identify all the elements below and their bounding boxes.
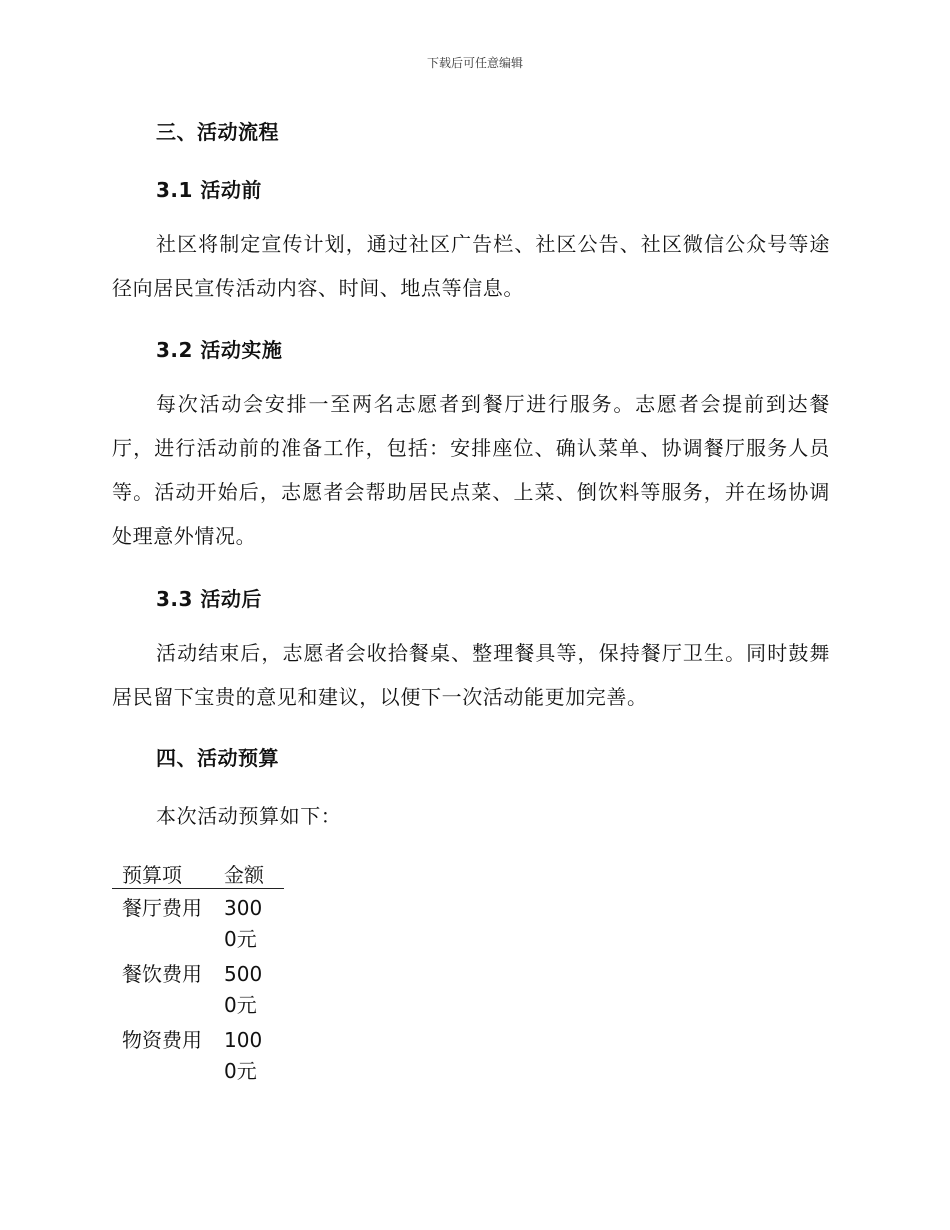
page-header: 下载后可任意编辑 — [426, 56, 523, 70]
budget-item-cell: 餐厅费用 — [122, 896, 202, 920]
paragraph-after: 活动结束后，志愿者会收拾餐桌、整理餐具等，保持餐厅卫生。同时鼓舞居民留下宝贵的意见和建议，以便下一次活动能更加完善。 — [112, 641, 830, 709]
subsection-title-implementation: 3.2 活动实施 — [156, 338, 283, 362]
budget-table — [112, 856, 284, 1087]
subsection-title-before: 3.1 活动前 — [156, 178, 262, 202]
budget-intro: 本次活动预算如下： — [156, 804, 342, 828]
section-title-process: 三、活动流程 — [156, 120, 279, 144]
budget-amount-cell: 1000元 — [224, 1028, 263, 1083]
budget-amount-cell: 5000元 — [224, 962, 263, 1017]
paragraph-implementation: 每次活动会安排一至两名志愿者到餐厅进行服务。志愿者会提前到达餐厅，进行活动前的准备工作，包括：安排座位、确认菜单、协调餐厅服务人员等。活动开始后，志愿者会帮助居民点菜、上菜、倒饮料等服务，并在场协调处理意外情况。 — [112, 392, 830, 548]
budget-table-header-row — [112, 856, 284, 889]
budget-item-cell: 餐饮费用 — [122, 962, 202, 986]
table-row — [112, 955, 284, 1021]
section-title-budget: 四、活动预算 — [156, 746, 279, 770]
budget-amount-cell: 3000元 — [224, 896, 263, 951]
table-row — [112, 1021, 284, 1087]
budget-header-item: 预算项 — [112, 856, 214, 889]
paragraph-before: 社区将制定宣传计划，通过社区广告栏、社区公告、社区微信公众号等途径向居民宣传活动内容、时间、地点等信息。 — [112, 232, 830, 300]
table-row — [112, 889, 284, 956]
budget-item-cell: 物资费用 — [122, 1028, 202, 1052]
budget-header-amount: 金额 — [214, 856, 284, 889]
subsection-title-after: 3.3 活动后 — [156, 587, 262, 611]
